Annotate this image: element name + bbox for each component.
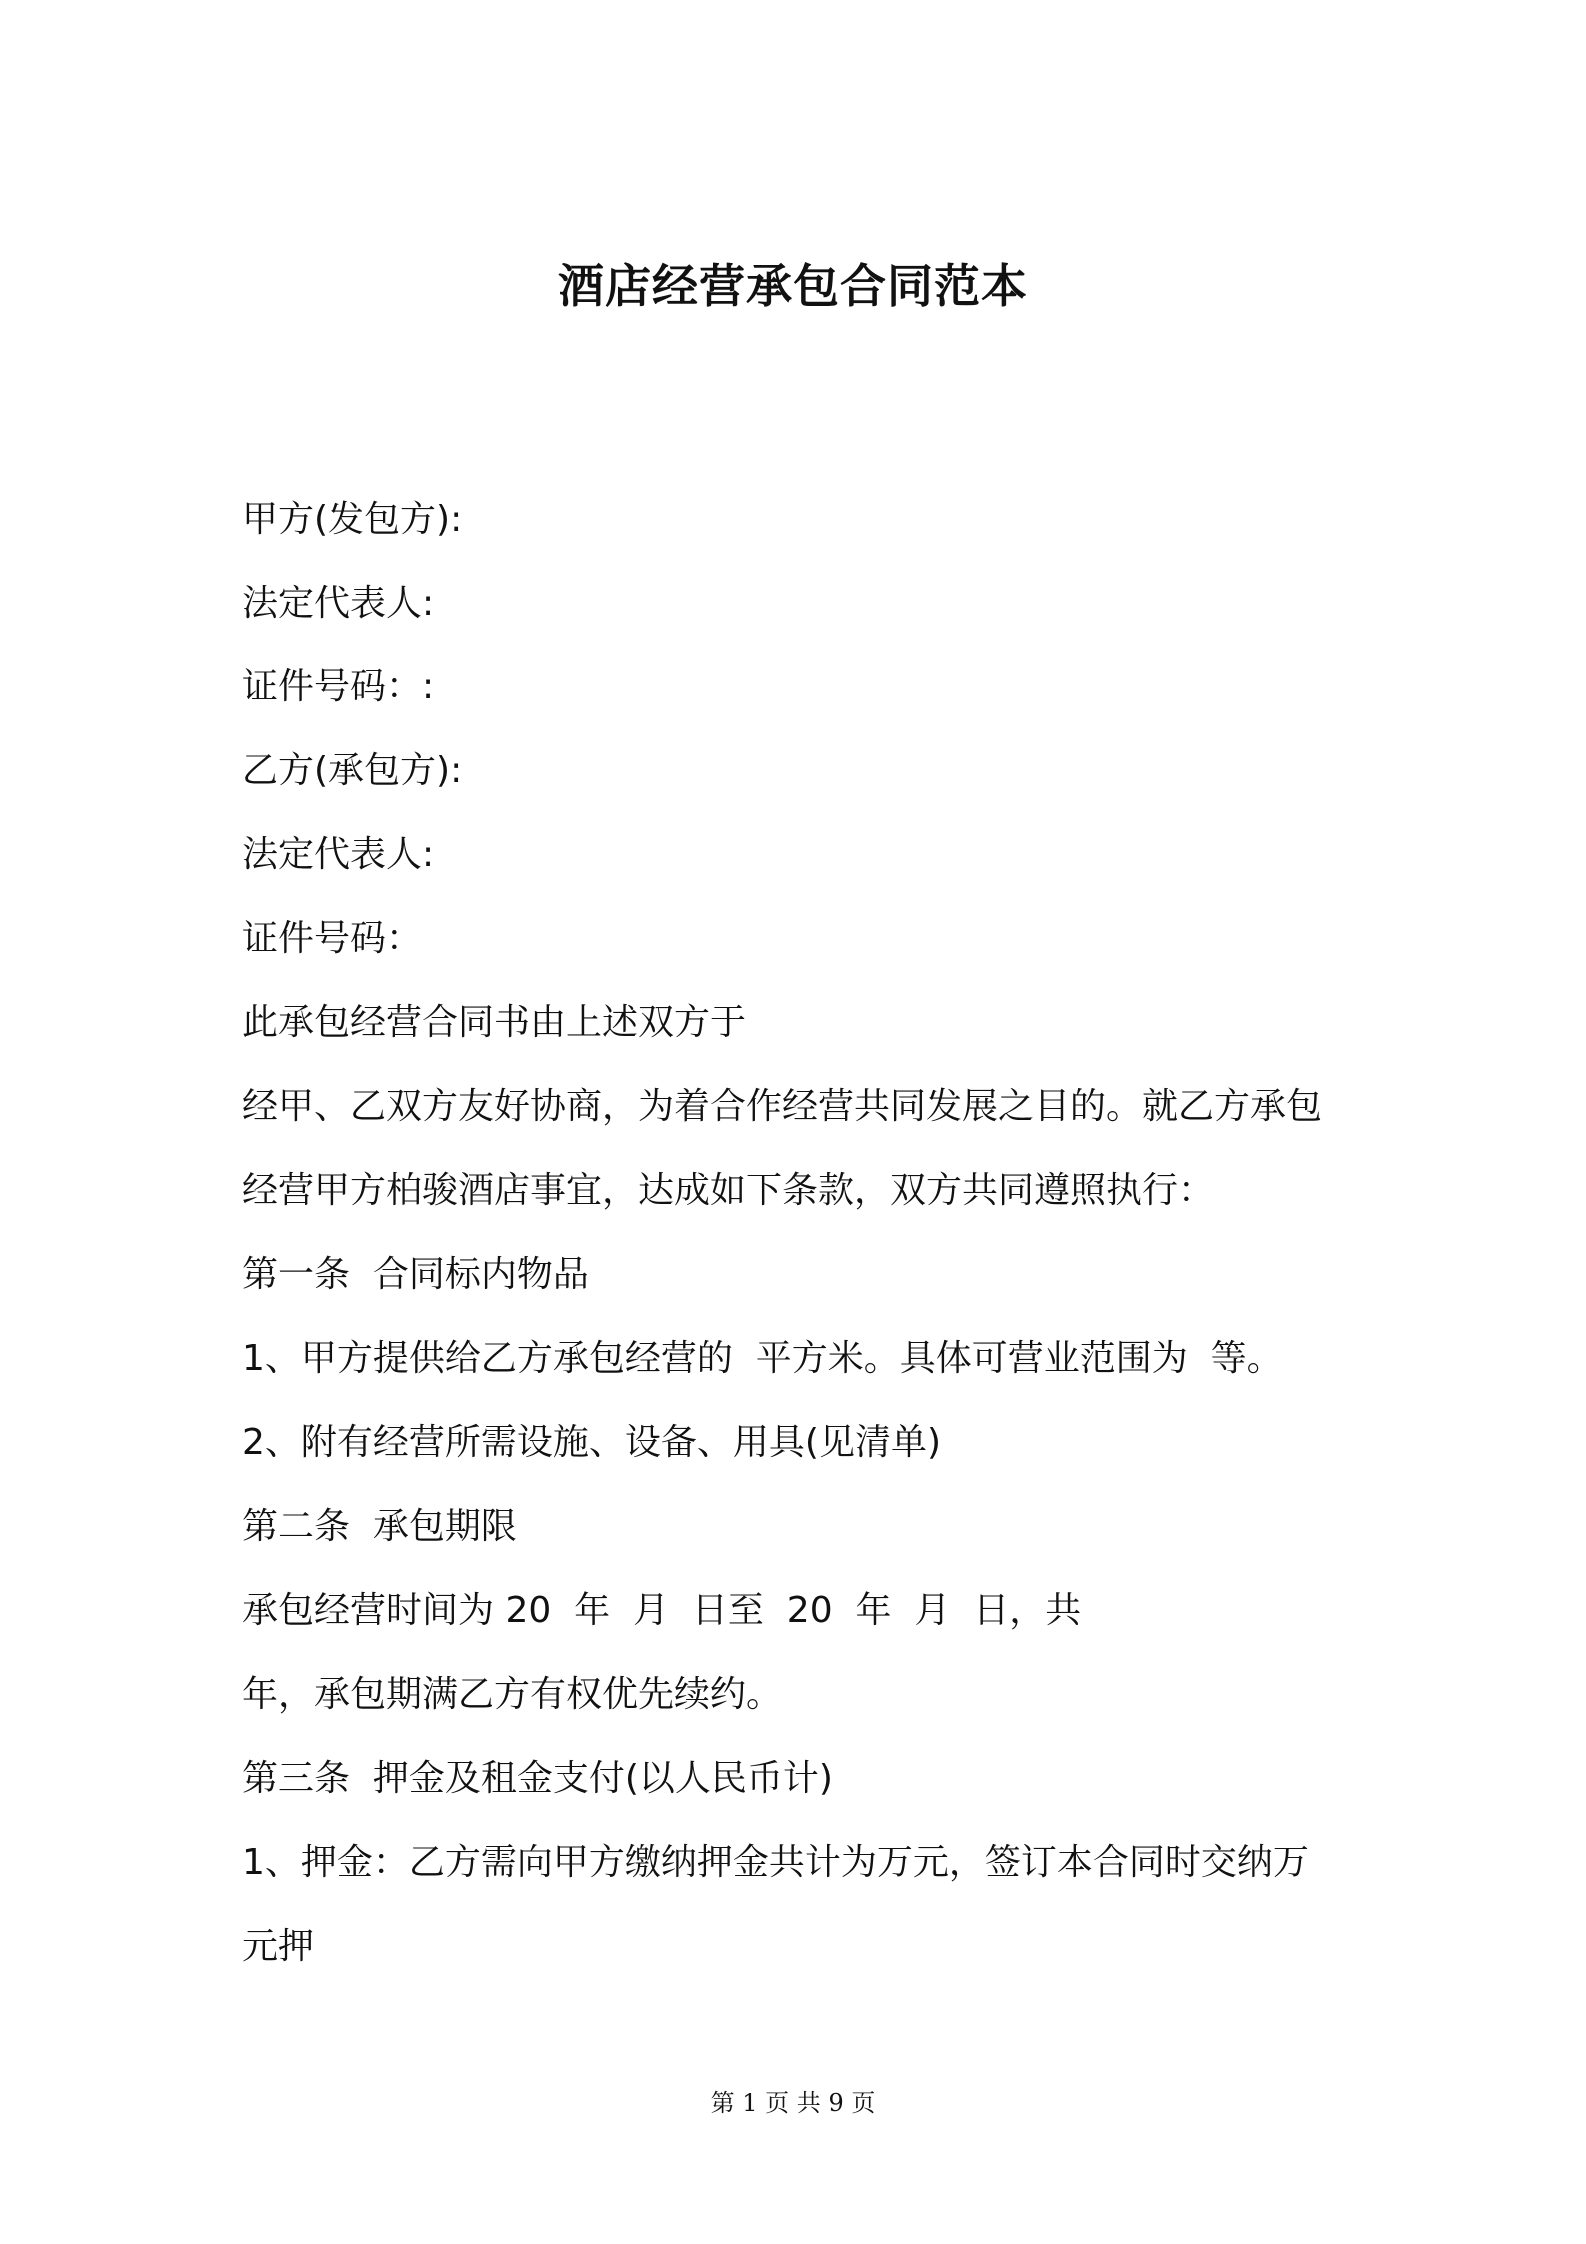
article-3-item-1: 1、押金：乙方需向甲方缴纳押金共计为万元，签订本合同时交纳万 bbox=[242, 1842, 1309, 1883]
line-preamble-1: 此承包经营合同书由上述双方于 bbox=[242, 1002, 747, 1043]
article-1-item-2: 2、附有经营所需设施、设备、用具(见清单) bbox=[242, 1422, 941, 1463]
page-title: 酒店经营承包合同范本 bbox=[558, 259, 1028, 313]
line-party-a: 甲方(发包方): bbox=[242, 499, 463, 540]
line-party-b: 乙方(承包方): bbox=[242, 750, 463, 791]
line-party-a-representative: 法定代表人: bbox=[242, 583, 435, 624]
line-preamble-3: 经营甲方柏骏酒店事宜，达成如下条款，双方共同遵照执行： bbox=[242, 1170, 1215, 1211]
article-1-item-1: 1、甲方提供给乙方承包经营的 平方米。具体可营业范围为 等。 bbox=[242, 1338, 1283, 1379]
article-2-text-2: 年，承包期满乙方有权优先续约。 bbox=[242, 1674, 783, 1715]
page-footer: 第 1 页 共 9 页 bbox=[710, 2089, 876, 2117]
line-party-a-id-number: 证件号码：: bbox=[242, 666, 435, 707]
line-party-b-id-number: 证件号码： bbox=[242, 918, 423, 959]
article-3-item-1-continued: 元押 bbox=[242, 1926, 315, 1967]
line-party-b-representative: 法定代表人: bbox=[242, 834, 435, 875]
article-2-text-1: 承包经营时间为 20 年 月 日至 20 年 月 日，共 bbox=[242, 1590, 1082, 1631]
article-2-heading: 第二条 承包期限 bbox=[242, 1506, 517, 1547]
line-preamble-2: 经甲、乙双方友好协商，为着合作经营共同发展之目的。就乙方承包 bbox=[242, 1086, 1323, 1127]
article-3-heading: 第三条 押金及租金支付(以人民币计) bbox=[242, 1758, 833, 1799]
article-1-heading: 第一条 合同标内物品 bbox=[242, 1254, 589, 1295]
